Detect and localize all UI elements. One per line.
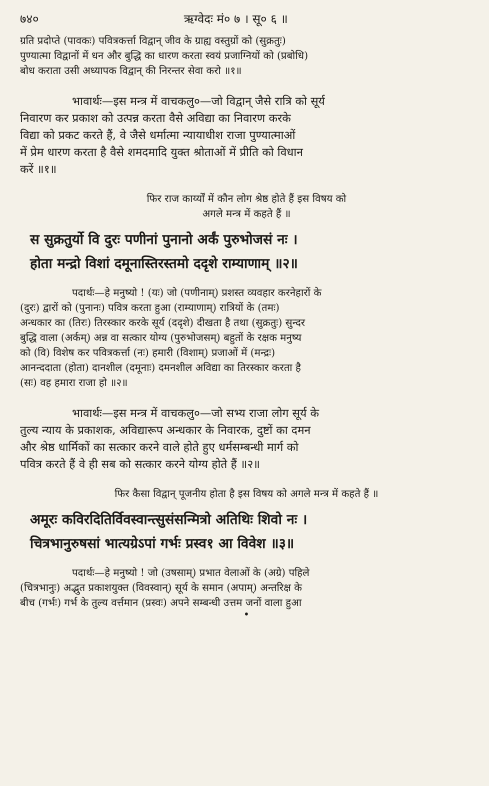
text-line: करें ॥१॥ <box>20 162 57 176</box>
padartha-2 <box>20 286 473 391</box>
text-line: तुल्य न्याय के प्रकाशक, अविद्यारूप अन्धकार के निवारक, दुष्टों का दमन <box>20 423 311 437</box>
text-line: फिर राज कार्य्यों में कौन लोग श्रेष्ठ होते हैं इस विषय को <box>146 194 347 205</box>
text-line: आनन्ददाता (होता) दानशील (दमूनाः) दमनशील अविद्या का तिरस्कार करता है <box>20 363 301 374</box>
text-line: (सः) वह हमारा राजा हो ॥२॥ <box>20 378 128 389</box>
mantra-2 <box>20 228 473 276</box>
text-line: ग्रति प्रदोप्ते (पावकः) पवित्रकर्त्ता विद्वान् जीव के ग्राह्य वस्तुग्रों को (सुक्रतुः) <box>20 36 286 47</box>
text-line: पुण्यात्मा विद्वानों में धन और बुद्धि का धारण करता स्वयं प्रजाग्नियों को (प्रबोधि) <box>20 51 309 62</box>
mantra-line: स सुक्रतुर्यो वि दुरः पणीनां पुनानो अर्कं पुरुभोजसं नः । <box>30 232 298 248</box>
text-line: में प्रेम धारण करता है वैसे शमदमादि युक्त श्रोताओं में प्रीति को विधान <box>20 145 303 159</box>
padartha-3 <box>20 566 473 611</box>
intro-3 <box>20 487 473 502</box>
bhavartha-1 <box>20 93 473 178</box>
intro-2 <box>20 192 473 222</box>
top-prose <box>20 34 473 79</box>
mantra-line: अमूरः कविरदितिर्विवस्वान्त्सुसंसन्मित्रो अतिथिः शिवो नः । <box>30 512 308 528</box>
page-number: ७४० <box>20 12 39 26</box>
footer-mark: • <box>243 610 250 621</box>
text-line: भावार्थः—इस मन्त्र में वाचकलु०—जो विद्वान् जैसे रात्रि को सूर्य <box>72 94 325 108</box>
mantra-line: चित्रभानुरुषसां भात्यग्रेऽपां गर्भः प्रस्व१ आ विवेश ॥३॥ <box>30 536 295 552</box>
text-line: पवित्र करते हैं वे ही सब को सत्कार करने योग्य होते हैं ॥२॥ <box>20 457 261 471</box>
text-line: को (वि) विशेष कर पवित्रकर्त्ता (नः) हमारी (विशाम्) प्रजाओं में (मन्द्रः) <box>20 348 276 359</box>
text-line: अन्धकार का (तिरः) तिरस्कार करके सूर्य (ददृशे) दीखता है तथा (सुक्रतुः) सुन्दर <box>20 318 306 329</box>
running-head: ऋग्वेदः मं० ७ । सू० ६ ॥ <box>183 12 288 26</box>
text-line: विद्या को प्रकट करते हैं, वे जैसे धर्मात्मा न्यायाधीश राजा पुण्यात्माओं <box>20 128 296 142</box>
page-header <box>20 10 473 28</box>
text-line: बीच (गर्भः) गर्भ के तुल्य वर्त्तमान (प्रस्वः) अपने सम्बन्धी उत्तम जनों वाला हुआ <box>20 598 302 609</box>
text-line: और श्रेष्ठ धार्मिकों का सत्कार करने वाले होते हुए धर्मसम्बन्धी मार्ग को <box>20 440 299 454</box>
text-line: अगले मन्त्र में कहते हैं ॥ <box>202 209 291 220</box>
text-line: भावार्थः—इस मन्त्र में वाचकलु०—जो सभ्य राजा लोग सूर्य के <box>72 406 319 420</box>
mantra-3 <box>20 508 473 556</box>
text-line: (चित्रभानुः) अद्भुत प्रकाशयुक्त (विवस्वान्) सूर्य के समान (अपाम्) अन्तरिक्ष के <box>20 583 302 594</box>
text-line: पदार्थः—हे मनुष्यो ! जो (उषसाम्) प्रभात वेलाओं के (अग्रे) पहिले <box>72 568 310 579</box>
text-line: बुद्धि वाला (अर्कम्) अन्न वा सत्कार योग्य (पुरुभोजसम्) बहुतों के रक्षक मनुष्य <box>20 333 302 344</box>
text-line: निवारण कर प्रकाश को उत्पन्न करता वैसे अविद्या का निवारण करके <box>20 111 291 125</box>
text-line: (दुरः) द्वारों को (पुनानः) पवित्र करता हुआ (राम्याणाम्) रात्रियों के (तमः) <box>20 303 280 314</box>
mantra-line: होता मन्द्रो विशां दमूनास्तिरस्तमो ददृशे राम्याणाम् ॥२॥ <box>30 256 298 272</box>
text-line: फिर कैसा विद्वान् पूजनीय होता है इस विषय को अगले मन्त्र में कहते हैं ॥ <box>114 489 379 500</box>
text-line: बोध कराता उसी अध्यापक विद्वान् की निरन्तर सेवा करो ॥१॥ <box>20 66 242 77</box>
text-line: पदार्थः—हे मनुष्यो ! (यः) जो (पणीनाम्) प्रशस्त व्यवहार करनेहारों के <box>72 288 322 299</box>
bhavartha-2 <box>20 405 473 473</box>
